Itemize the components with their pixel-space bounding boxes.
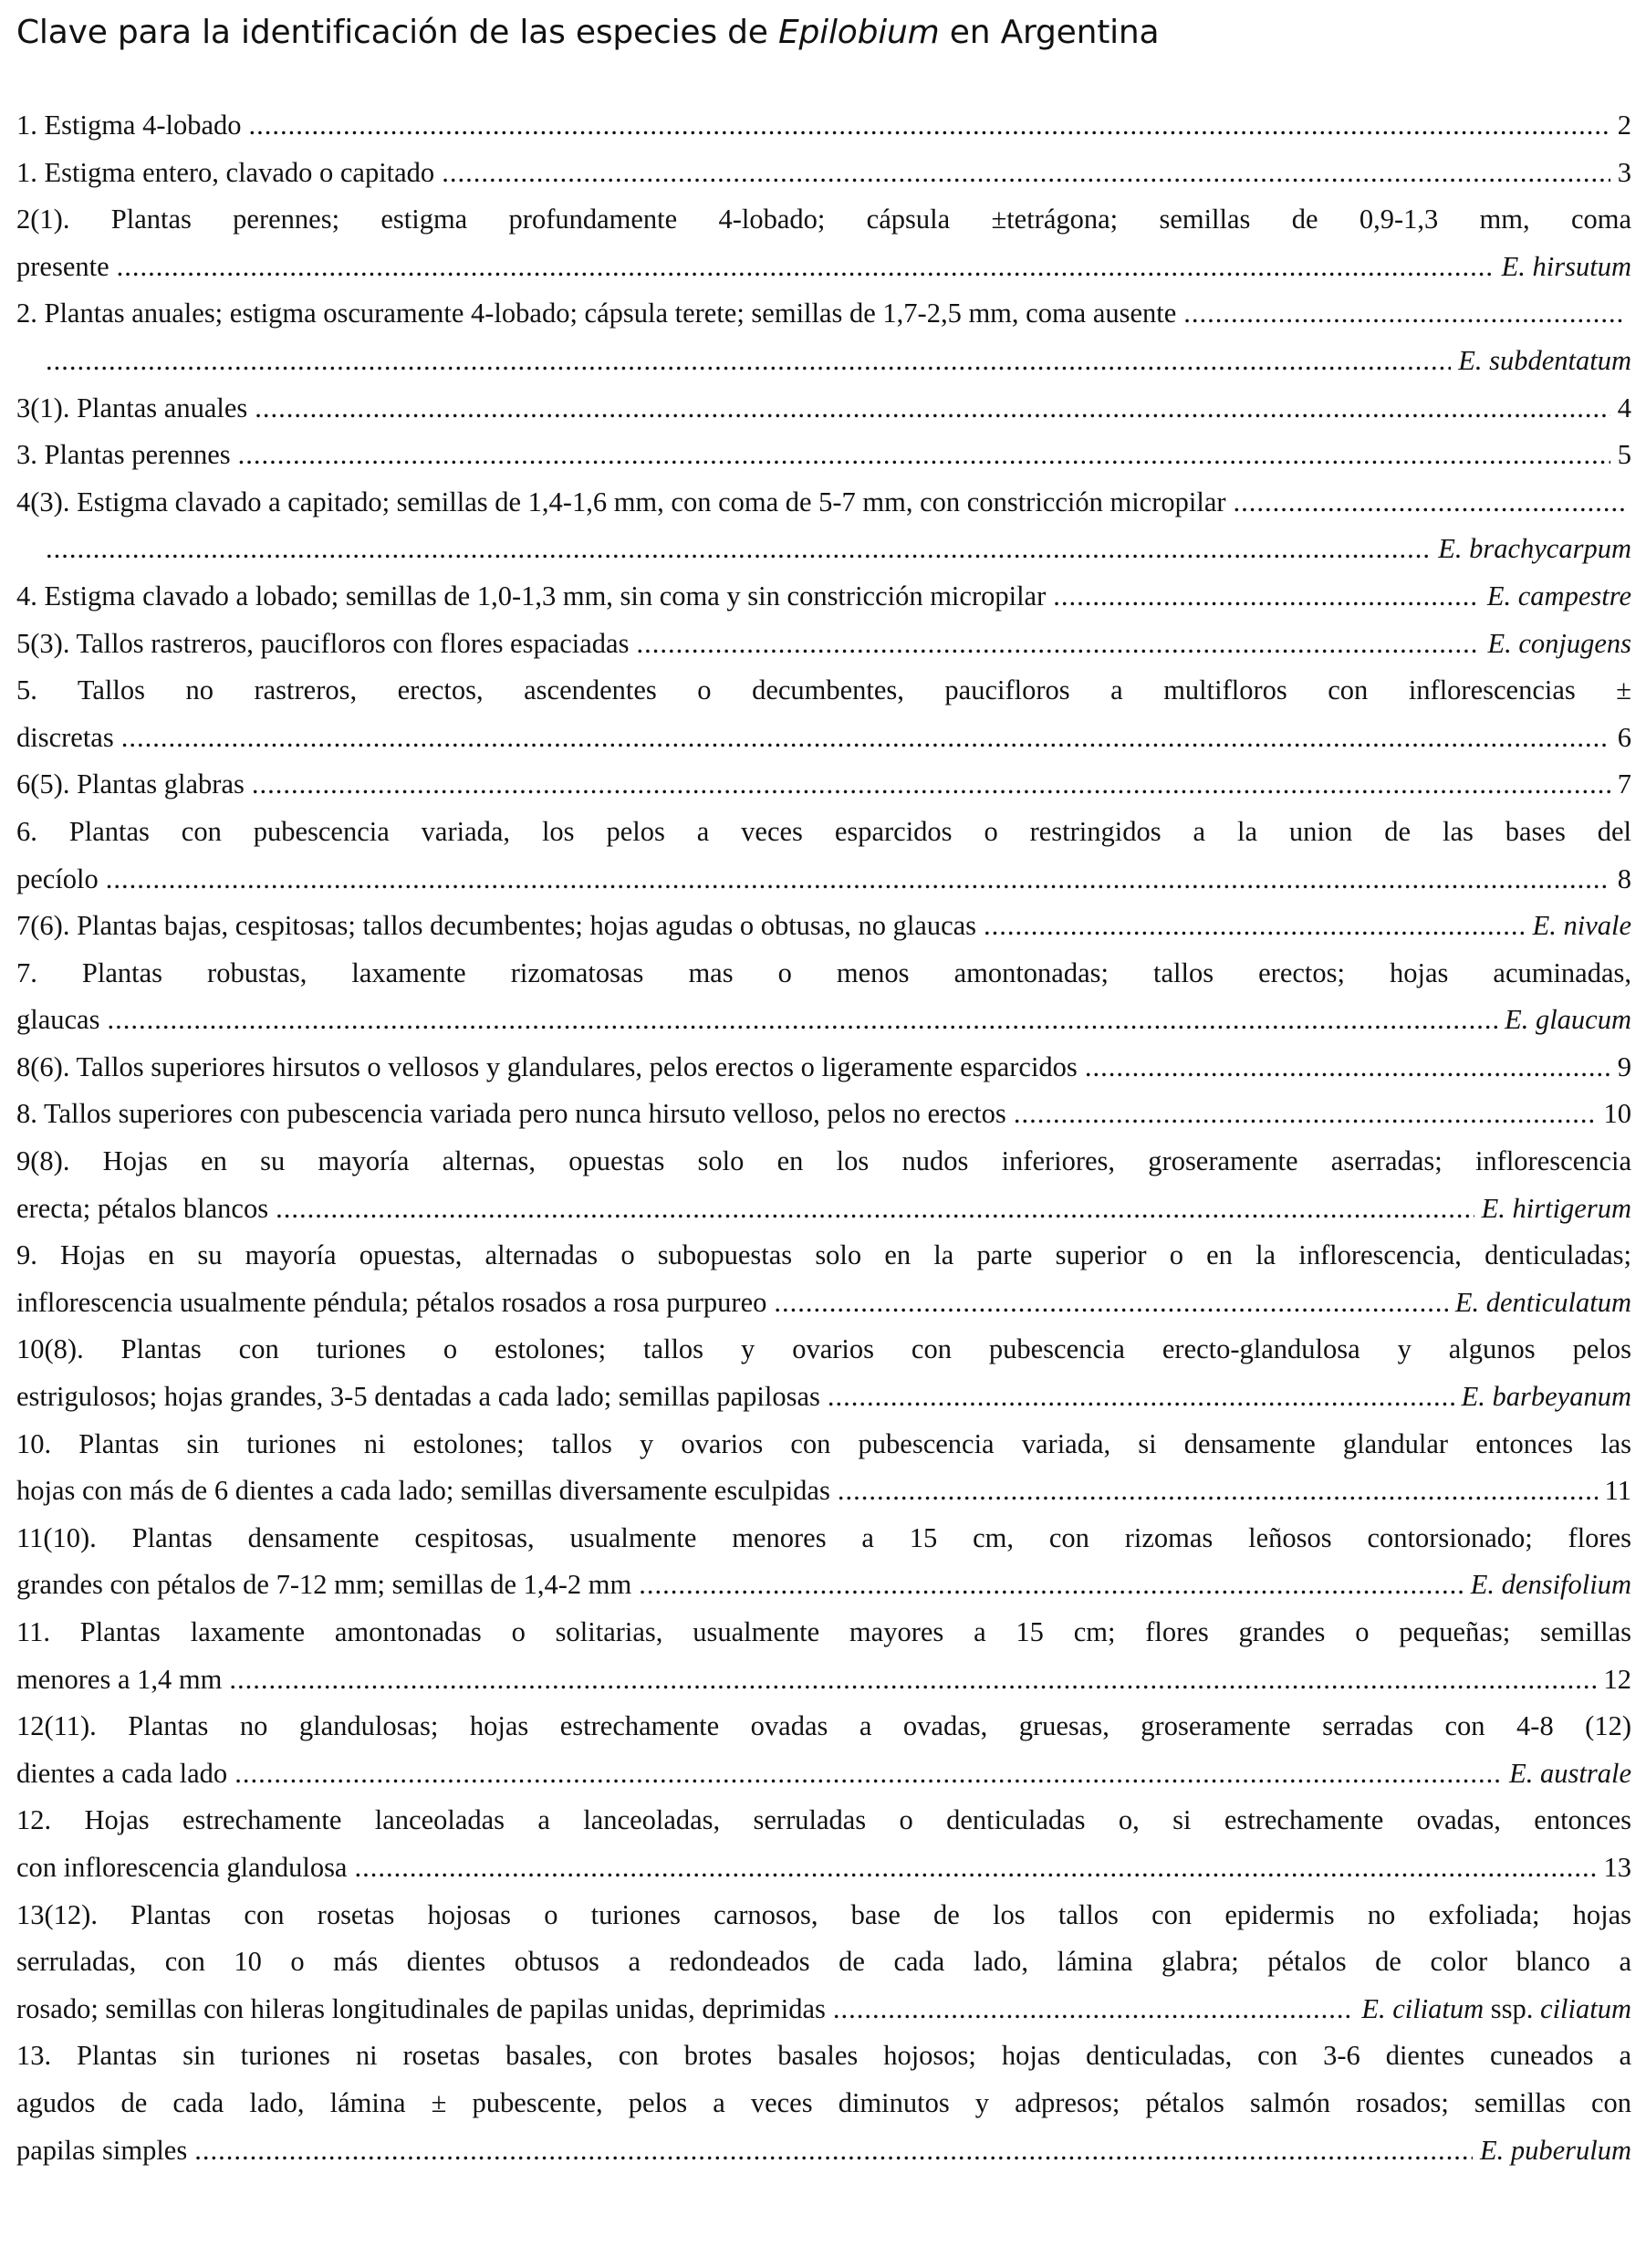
key-entry-text: 2. Plantas anuales; estigma oscuramente 4-lobado; cápsula terete; semillas de 1,7-2,5 mm, coma ausente <box>16 298 1177 329</box>
key-entry-result: E. ciliatum ssp. ciliatum <box>1361 1992 1631 2024</box>
key-entry-result: 8 <box>1617 862 1631 894</box>
key-entry-line: 2(1). Plantas perennes; estigma profundamente 4-lobado; cápsula ±tetrágona; semillas de 0,9-1,3 mm, coma <box>16 204 1631 235</box>
key-entry <box>16 196 1631 290</box>
key-entry-leader-line <box>16 150 1631 197</box>
dot-leader <box>121 715 1610 762</box>
key-entry-result: E. hirsutum <box>1501 250 1631 282</box>
dot-leader <box>194 2127 1473 2175</box>
title-suffix: en Argentina <box>939 14 1160 51</box>
dot-leader <box>1234 479 1624 527</box>
key-entry <box>16 1797 1631 1891</box>
key-entry-result: 6 <box>1617 721 1631 753</box>
key-entry-result: 11 <box>1604 1475 1631 1507</box>
key-entry-text: 8(6). Tallos superiores hirsutos o vellosos y glandulares, pelos erectos o ligeramente esparcidos <box>16 1050 1078 1082</box>
key-entry <box>16 1091 1631 1138</box>
key-entry-text: 7(6). Plantas bajas, cespitosas; tallos decumbentes; hojas agudas o obtusas, no glaucas <box>16 910 977 942</box>
dot-leader <box>276 1186 1474 1233</box>
key-entry-result: E. glaucum <box>1505 1004 1631 1036</box>
key-entry-text: 4(3). Estigma clavado a capitado; semillas de 1,4-1,6 mm, con coma de 5-7 mm, con constricción micropilar <box>16 486 1226 517</box>
key-entry-line: 12(11). Plantas no glandulosas; hojas estrechamente ovadas a ovadas, gruesas, groseramente serradas con 4-8 (12) <box>16 1710 1631 1742</box>
key-entry-leader-line <box>16 761 1631 809</box>
key-entry-result: E. barbeyanum <box>1461 1381 1631 1413</box>
key-entry-line: 9(8). Hojas en su mayoría alternas, opuestas solo en los nudos inferiores, groseramente aserradas; inflorescencia <box>16 1145 1631 1177</box>
key-entry <box>16 1515 1631 1609</box>
key-entry <box>16 1892 1631 2033</box>
key-entry-result: 3 <box>1617 156 1631 188</box>
key-entry-result: E. nivale <box>1532 910 1631 942</box>
dot-leader <box>252 761 1610 809</box>
key-entry-leader-line <box>16 903 1631 950</box>
key-entry-leader-line <box>16 1751 1631 1798</box>
key-entry-text: 1. Estigma 4-lobado <box>16 110 242 141</box>
key-entry <box>16 432 1631 479</box>
key-entry-text: 1. Estigma entero, clavado o capitado <box>16 156 435 188</box>
key-entry <box>16 809 1631 903</box>
key-entry-line: serruladas, con 10 o más dientes obtusos a redondeados de cada lado, lámina glabra; pétalos de color blanco a <box>16 1946 1631 1978</box>
key-entry-text: 6(5). Plantas glabras <box>16 768 245 800</box>
key-entry <box>16 479 1631 573</box>
key-entry <box>16 950 1631 1044</box>
dot-leader <box>774 1280 1447 1327</box>
key-entry <box>16 102 1631 150</box>
dot-leader <box>229 1657 1596 1704</box>
key-entry-result: E. subdentatum <box>1458 344 1631 376</box>
key-entry-leader-line <box>16 856 1631 904</box>
key-entry <box>16 761 1631 809</box>
key-entry-result: E. conjugens <box>1487 627 1631 659</box>
key-entry-leader-line <box>16 479 1631 527</box>
key-entry-leader-line <box>16 621 1631 668</box>
key-entry-line: 9. Hojas en su mayoría opuestas, alternadas o subopuestas solo en la parte superior o en la inflorescencia, denticuladas; <box>16 1239 1631 1271</box>
key-entry-text: rosado; semillas con hileras longitudinales de papilas unidas, deprimidas <box>16 1992 826 2024</box>
key-entry-result: 2 <box>1617 110 1631 141</box>
title-prefix: Clave para la identificación de las especies de <box>16 14 778 51</box>
key-entry-leader-line <box>16 1374 1631 1421</box>
dot-leader <box>106 856 1610 904</box>
key-entry-text: con inflorescencia glandulosa <box>16 1851 348 1883</box>
key-entry-leader-line <box>16 244 1631 291</box>
key-entry <box>16 667 1631 761</box>
key-entry-line: 10(8). Plantas con turiones o estolones; tallos y ovarios con pubescencia erecto-glandulosa y algunos pelos <box>16 1333 1631 1365</box>
key-entry-continuation-line <box>16 526 1631 573</box>
key-entry-leader-line <box>16 2127 1631 2175</box>
key-entry-text: erecta; pétalos blancos <box>16 1192 269 1224</box>
key-title <box>16 7 1631 51</box>
key-entry-leader-line <box>16 1044 1631 1092</box>
dot-leader <box>234 1751 1502 1798</box>
key-entry-text: 8. Tallos superiores con pubescencia variada pero nunca hirsuto velloso, pelos no erectos <box>16 1098 1006 1130</box>
dot-leader <box>984 903 1526 950</box>
key-entry <box>16 1326 1631 1420</box>
key-entry-line: 13. Plantas sin turiones ni rosetas basales, con brotes basales hojosos; hojas denticuladas, con 3-6 dientes cuneados a <box>16 2040 1631 2072</box>
key-entry-text: inflorescencia usualmente péndula; pétalos rosados a rosa purpureo <box>16 1286 767 1318</box>
key-entry-result: 5 <box>1617 439 1631 471</box>
key-entry-text: 3. Plantas perennes <box>16 439 231 471</box>
key-entry-result: E. densifolium <box>1470 1569 1631 1601</box>
key-entry-line: 6. Plantas con pubescencia variada, los pelos a veces esparcidos o restringidos a la union de las bases del <box>16 815 1631 847</box>
dot-leader <box>46 338 1451 385</box>
key-entry-leader-line <box>16 102 1631 150</box>
key-entry-result: E. brachycarpum <box>1438 533 1631 565</box>
dot-leader <box>249 102 1610 150</box>
dot-leader <box>639 1562 1464 1609</box>
key-entry <box>16 903 1631 950</box>
key-entry <box>16 1044 1631 1092</box>
key-entry-text: pecíolo <box>16 862 99 894</box>
key-entry <box>16 2033 1631 2174</box>
dot-leader <box>1183 290 1624 338</box>
key-entry-text: 4. Estigma clavado a lobado; semillas de 1,0-1,3 mm, sin coma y sin constricción micropilar <box>16 580 1047 611</box>
dot-leader <box>255 385 1610 433</box>
key-entry-leader-line <box>16 997 1631 1044</box>
key-entry-result: 7 <box>1617 768 1631 800</box>
key-entry <box>16 290 1631 384</box>
dot-leader <box>1014 1091 1597 1138</box>
key-entry-line: 11. Plantas laxamente amontonadas o solitarias, usualmente mayores a 15 cm; flores grandes o pequeñas; semillas <box>16 1616 1631 1647</box>
dot-leader <box>838 1468 1598 1515</box>
key-entry-leader-line <box>16 1091 1631 1138</box>
dot-leader <box>828 1374 1454 1421</box>
key-entry <box>16 1703 1631 1797</box>
key-entry <box>16 385 1631 433</box>
key-entry-line: 10. Plantas sin turiones ni estolones; tallos y ovarios con pubescencia variada, si densamente glandular entonces las <box>16 1427 1631 1459</box>
key-entry-line: 13(12). Plantas con rosetas hojosas o turiones carnosos, base de los tallos con epidermis no exfoliada; hojas <box>16 1898 1631 1930</box>
title-genus: Epilobium <box>777 14 940 51</box>
dot-leader <box>117 244 1495 291</box>
key-entry-result: E. puberulum <box>1479 2134 1631 2166</box>
key-entry-result: 10 <box>1603 1098 1631 1130</box>
key-entry-result: 13 <box>1603 1851 1631 1883</box>
key-entry-text: hojas con más de 6 dientes a cada lado; semillas diversamente esculpidas <box>16 1475 830 1507</box>
key-entry-result: 9 <box>1617 1050 1631 1082</box>
key-entry-leader-line <box>16 1562 1631 1609</box>
key-entry-text: menores a 1,4 mm <box>16 1663 223 1695</box>
key-entry-text: presente <box>16 250 109 282</box>
key-entry-text: dientes a cada lado <box>16 1757 228 1789</box>
key-entry <box>16 621 1631 668</box>
key-entry-leader-line <box>16 1186 1631 1233</box>
key-page <box>16 0 1631 2174</box>
key-entry-text: grandes con pétalos de 7-12 mm; semillas de 1,4-2 mm <box>16 1569 632 1601</box>
key-entry-text: glaucas <box>16 1004 100 1036</box>
dot-leader <box>46 526 1431 573</box>
key-entry <box>16 573 1631 621</box>
key-entry-result: E. denticulatum <box>1454 1286 1631 1318</box>
dot-leader <box>442 150 1610 197</box>
key-entry-text: 5(3). Tallos rastreros, paucifloros con flores espaciadas <box>16 627 630 659</box>
key-entry-leader-line <box>16 1845 1631 1892</box>
dot-leader <box>833 1986 1354 2033</box>
dot-leader <box>238 432 1610 479</box>
key-entry <box>16 1421 1631 1515</box>
key-entry-line: 7. Plantas robustas, laxamente rizomatosas mas o menos amontonadas; tallos erectos; hojas acuminadas, <box>16 956 1631 988</box>
key-entry-leader-line <box>16 573 1631 621</box>
key-entry-line: agudos de cada lado, lámina ± pubescente, pelos a veces diminutos y adpresos; pétalos salmón rosados; semillas con <box>16 2086 1631 2118</box>
key-entry <box>16 1609 1631 1703</box>
key-entry-result: 4 <box>1617 392 1631 423</box>
key-entry-result: E. australe <box>1509 1757 1631 1789</box>
key-entry-leader-line <box>16 1468 1631 1515</box>
key-entry-leader-line <box>16 1657 1631 1704</box>
key-entry <box>16 1232 1631 1326</box>
dot-leader <box>354 1845 1596 1892</box>
key-entry-result: E. hirtigerum <box>1481 1192 1631 1224</box>
key-entry-leader-line <box>16 290 1631 338</box>
key-entry-leader-line <box>16 1986 1631 2033</box>
key-entry-leader-line <box>16 1280 1631 1327</box>
key-entry <box>16 150 1631 197</box>
dot-leader <box>1085 1044 1610 1092</box>
key-entry-result: E. campestre <box>1486 580 1631 611</box>
key-entry-leader-line <box>16 715 1631 762</box>
key-entry-continuation-line <box>16 338 1631 385</box>
dot-leader <box>1053 573 1480 621</box>
key-entry-leader-line <box>16 385 1631 433</box>
key-entry-text: papilas simples <box>16 2134 188 2166</box>
key-entry-line: 12. Hojas estrechamente lanceoladas a lanceoladas, serruladas o denticuladas o, si estrechamente ovadas, entonces <box>16 1804 1631 1836</box>
key-entry-line: 5. Tallos no rastreros, erectos, ascendentes o decumbentes, paucifloros a multifloros con inflorescencias ± <box>16 674 1631 706</box>
dot-leader <box>636 621 1480 668</box>
key-entry-text: discretas <box>16 721 114 753</box>
identification-key <box>16 102 1631 2174</box>
key-entry <box>16 1138 1631 1232</box>
key-entry-text: estrigulosos; hojas grandes, 3-5 dentadas a cada lado; semillas papilosas <box>16 1381 820 1413</box>
key-entry-line: 11(10). Plantas densamente cespitosas, usualmente menores a 15 cm, con rizomas leñosos contorsionado; flores <box>16 1521 1631 1553</box>
key-entry-leader-line <box>16 432 1631 479</box>
dot-leader <box>107 997 1497 1044</box>
key-entry-text: 3(1). Plantas anuales <box>16 392 248 423</box>
key-entry-result: 12 <box>1603 1663 1631 1695</box>
